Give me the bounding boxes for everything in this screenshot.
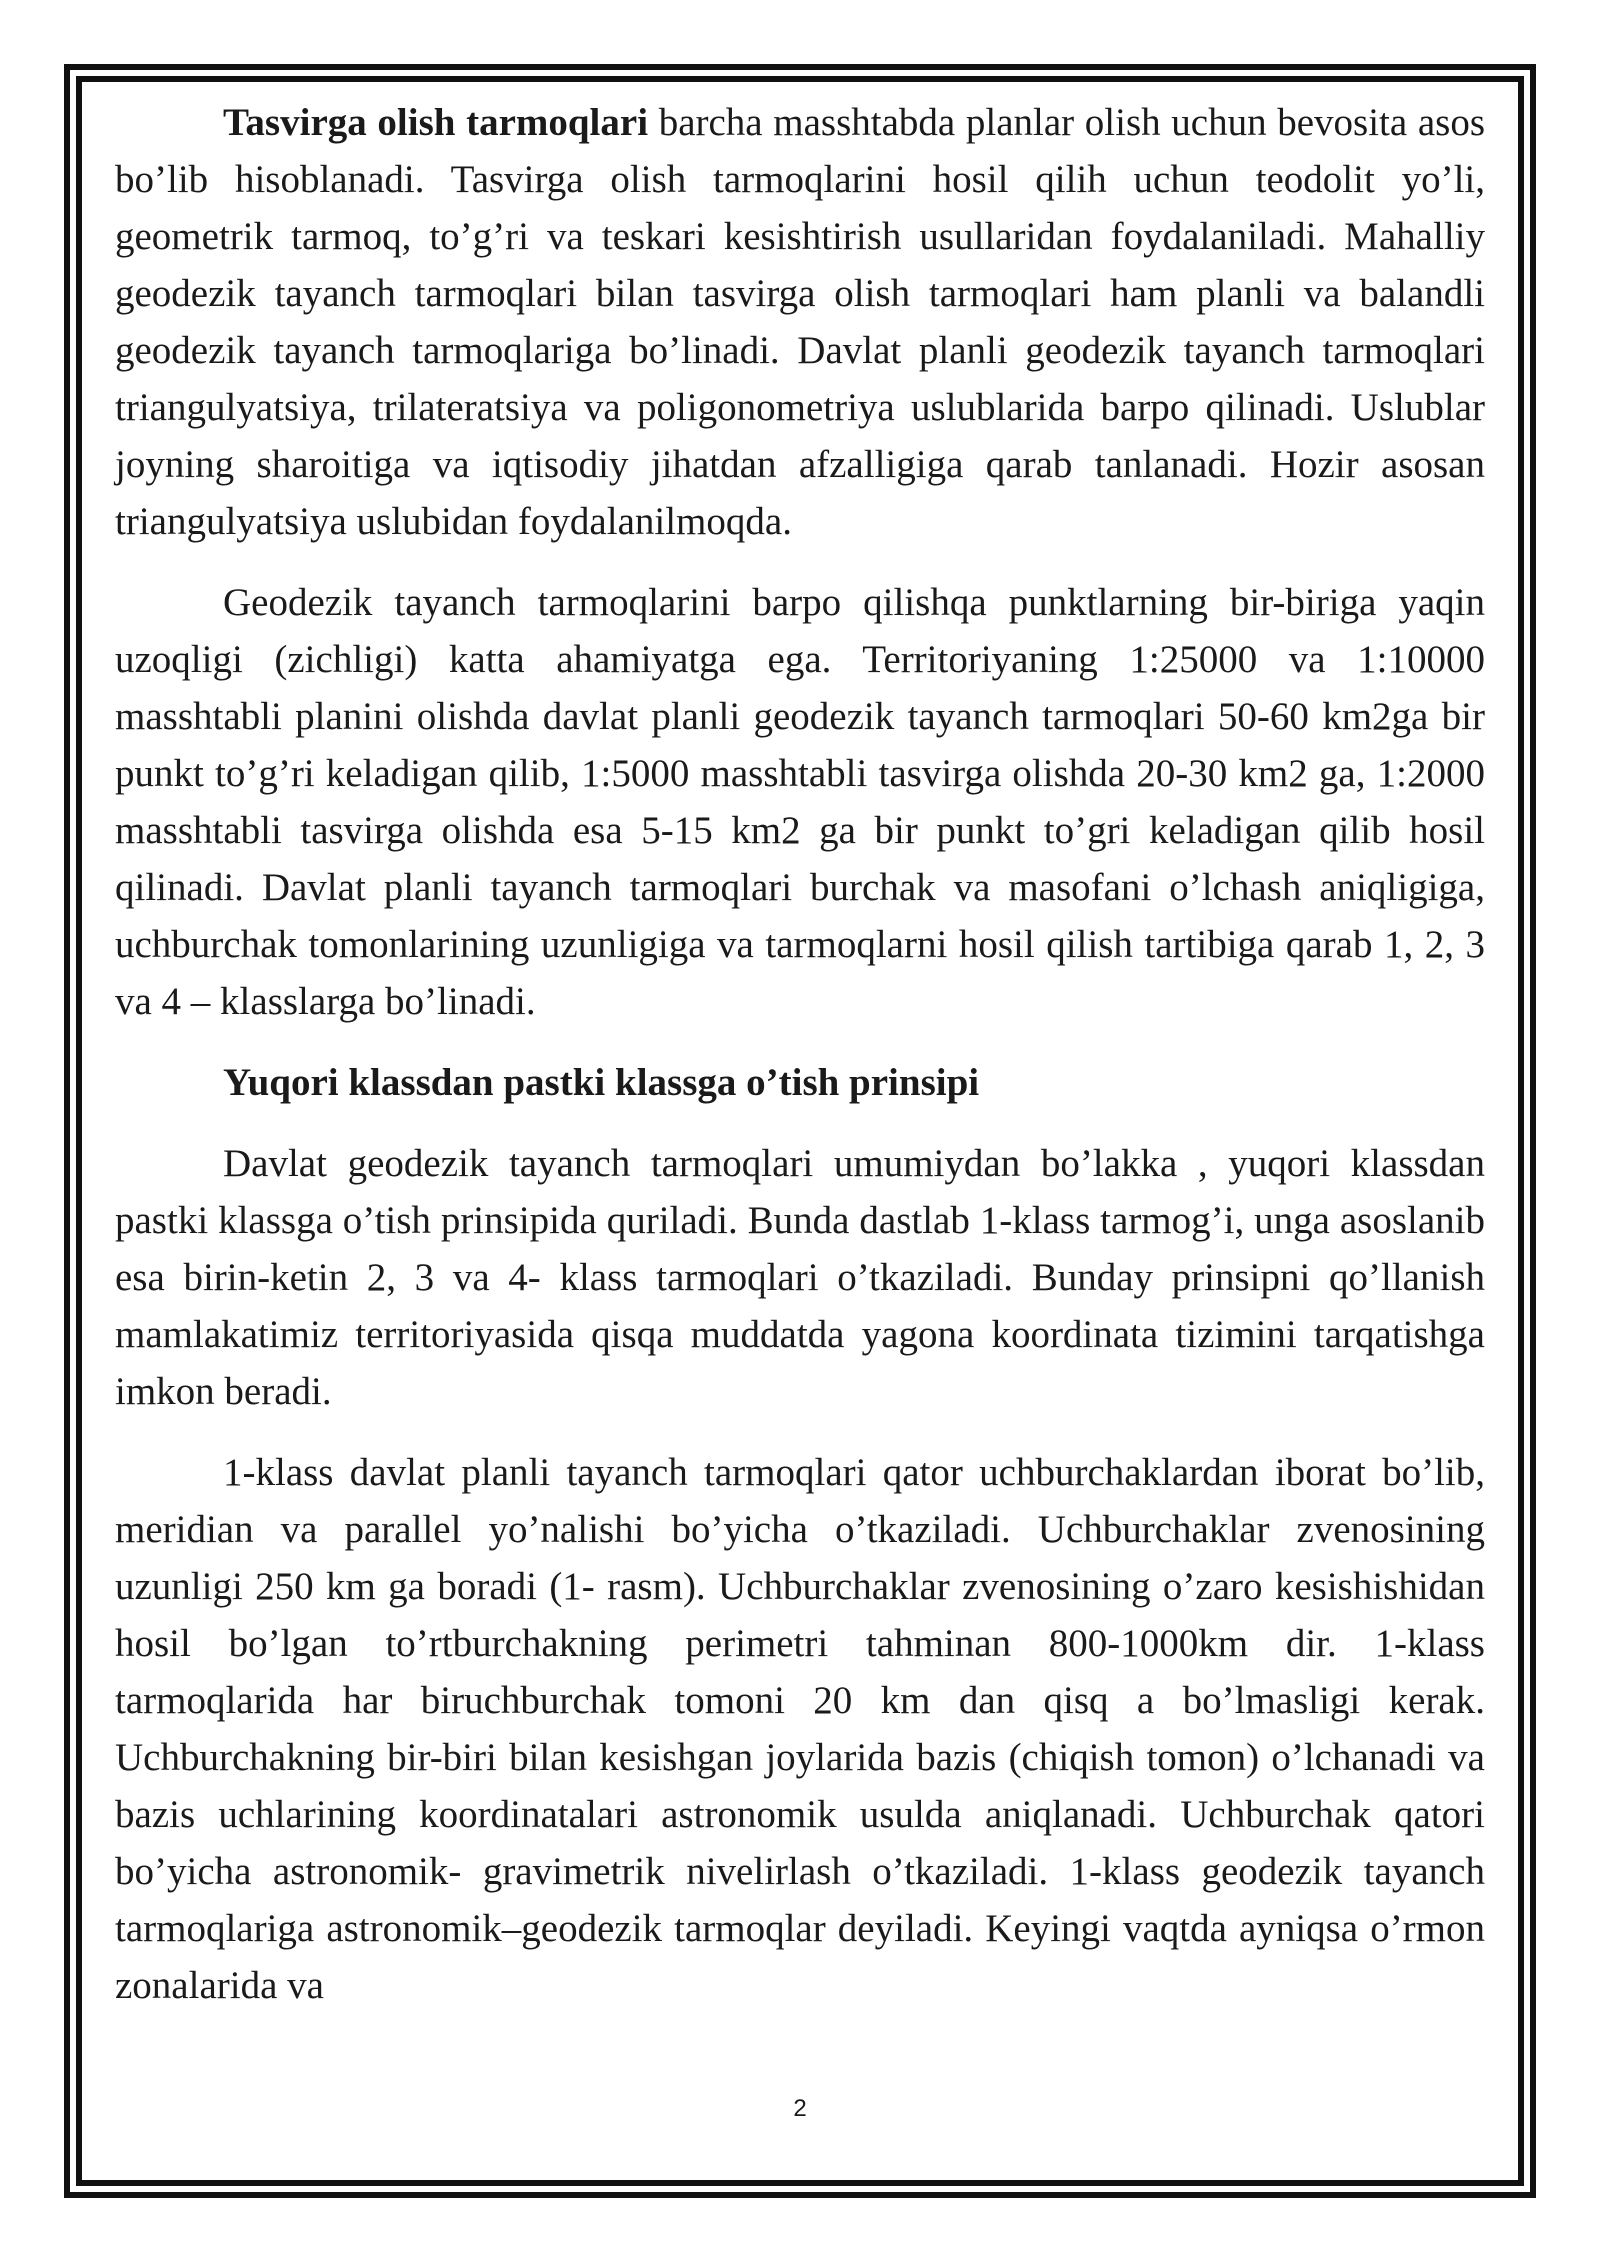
paragraph-first-class: 1-klass davlat planli tayanch tarmoqlari qator uchburchaklardan iborat bo’lib, meridian va parallel yo’nalishi bo’yicha o’tkaziladi. Uchburchaklar zvenosining uzunligi 250 km ga boradi (1- rasm). Uchburchaklar zvenosining o’zaro kesishishidan hosil bo’lgan to’rtburchakning perimetri tahminan 800-1000km dir. 1-klass tarmoqlarida har biruchburchak tomoni 20 km dan qisq a bo’lmasligi kerak. Uchburchakning bir-biri bilan kesishgan joylarida bazis (chiqish tomon) o’lchanadi va bazis uchlarining koordinatalari astronomik usulda aniqlanadi. Uchburchak qatori bo’yicha astronomik- gravimetrik nivelirlash o’tkaziladi. 1-klass geodezik tayanch tarmoqlariga astronomik–geodezik tarmoqlar deyiladi. Keyingi vaqtda ayniqsa o’rmon zonalarida va (115, 1451, 1485, 2007)
section-heading: Yuqori klassdan pastki klassga o’tish prinsipi (223, 1061, 980, 1104)
paragraph-intro (115, 94, 1485, 550)
page-number: 2 (793, 2095, 807, 2122)
paragraph-intro-text: barcha masshtabda planlar olish uchun bevosita asos bo’lib hisoblanadi. Tasvirga olish tarmoqlarini hosil qilih uchun teodolit yo’li, geometrik tarmoq, to’g’ri va teskari kesishtirish usullaridan foydalaniladi. Mahalliy geodezik tayanch tarmoqlari bilan tasvirga olish tarmoqlari ham planli va balandli geodezik tayanch tarmoqlariga bo’linadi. Davlat planli geodezik tayanch tarmoqlari triangulyatsiya, trilateratsiya va poligonometriya uslublarida barpo qilinadi. Uslublar joyning sharoitiga va iqtisodiy jihatdan afzalligiga qarab tanlanadi. Hozir asosan triangulyatsiya uslubidan foydalanilmoqda. (115, 101, 1485, 543)
paragraph-intro-lead: Tasvirga olish tarmoqlari (223, 101, 649, 144)
document-body (115, 94, 1485, 2104)
paragraph-network-density: Geodezik tayanch tarmoqlarini barpo qilishqa punktlarning bir-biriga yaqin uzoqligi (zichligi) katta ahamiyatga ega. Territoriyaning 1:25000 va 1:10000 masshtabli planini olishda davlat planli geodezik tayanch tarmoqlari 50-60 km2ga bir punkt to’g’ri keladigan qilib, 1:5000 masshtabli tasvirga olishda 20-30 km2 ga, 1:2000 masshtabli tasvirga olishda esa 5-15 km2 ga bir punkt to’gri keladigan qilib hosil qilinadi. Davlat planli tayanch tarmoqlari burchak va masofani o’lchash aniqligiga, uchburchak tomonlarining uzunligiga va tarmoqlarni hosil qilish tartibiga qarab 1, 2, 3 va 4 – klasslarga bo’linadi. (115, 581, 1485, 1023)
paragraph-class-principle: Davlat geodezik tayanch tarmoqlari umumiydan bo’lakka , yuqori klassdan pastki klassga o’tish prinsipida quriladi. Bunda dastlab 1-klass tarmog’i, unga asoslanib esa birin-ketin 2, 3 va 4- klass tarmoqlari o’tkaziladi. Bunday prinsipni qo’llanish mamlakatimiz territoriyasida qisqa muddatda yagona koordinata tizimini tarqatishga imkon beradi. (115, 1142, 1485, 1413)
